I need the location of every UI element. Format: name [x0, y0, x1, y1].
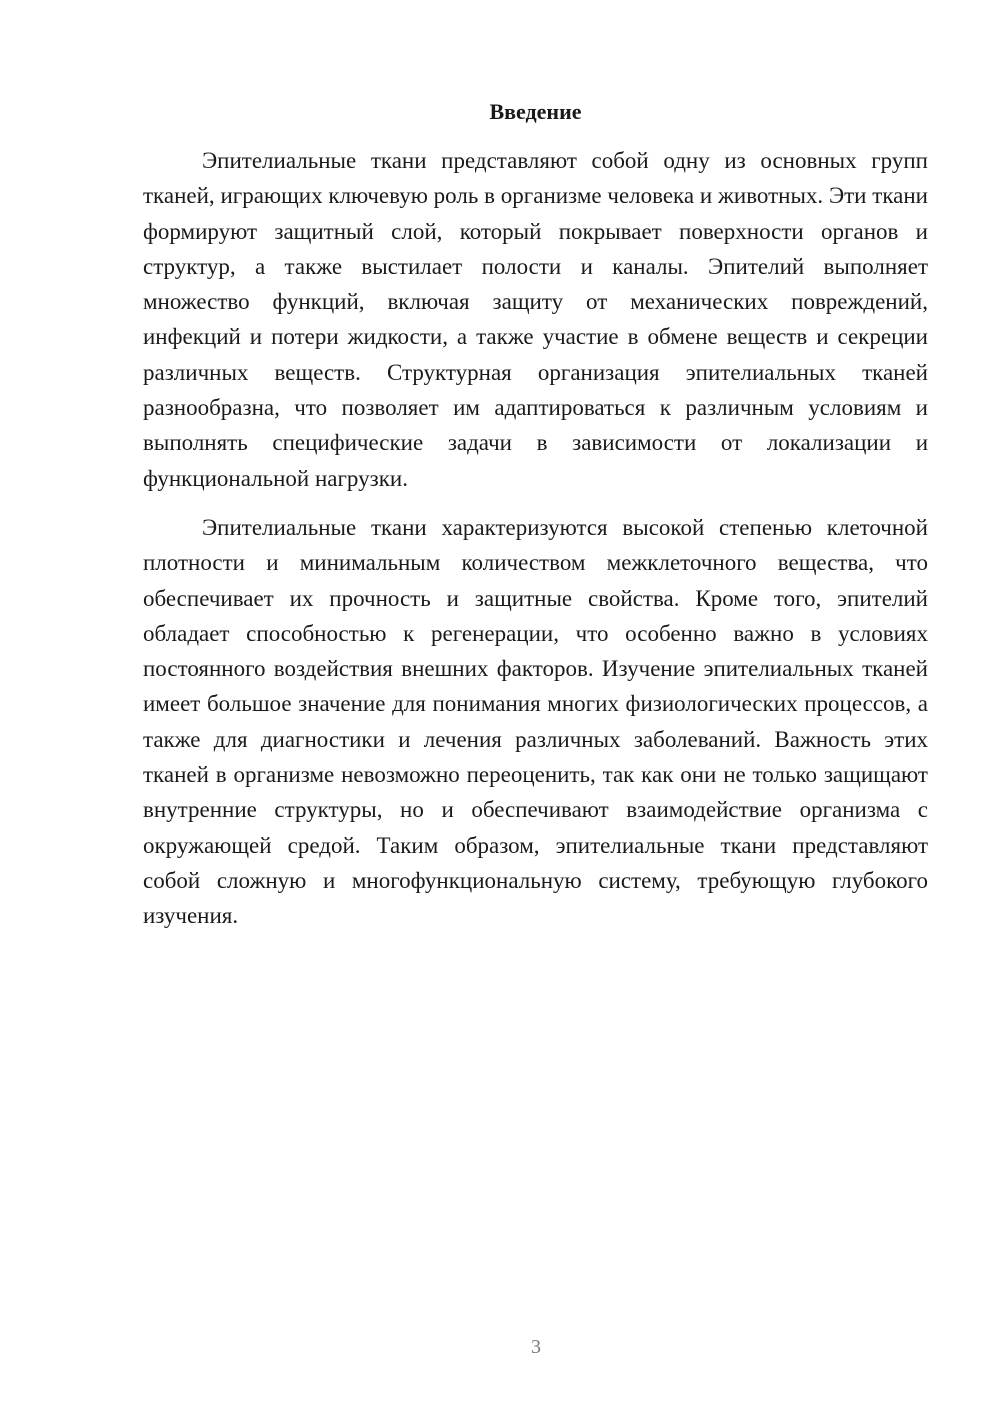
- section-heading: Введение: [489, 99, 582, 124]
- body-text: [143, 143, 928, 934]
- paragraph-2: Эпителиальные ткани характеризуются высокой степенью клеточной плотности и минимальным количеством межклеточного вещества, что обеспечивает их прочность и защитные свойства. Кроме того, эпителий обладает способностью к регенерации, что особенно важно в условиях постоянного воздействия внешних факторов. Изучение эпителиальных тканей имеет большое значение для понимания многих физиологических процессов, а также для диагностики и лечения различных заболеваний. Важность этих тканей в организме невозможно переоценить, так как они не только защищают внутренние структуры, но и обеспечивают взаимодействие организма с окружающей средой. Таким образом, эпителиальные ткани представляют собой сложную и многофункциональную систему, требующую глубокого изучения.: [143, 514, 928, 929]
- page-number: 3: [531, 1336, 541, 1358]
- paragraph-1: Эпителиальные ткани представляют собой одну из основных групп тканей, играющих ключевую роль в организме человека и животных. Эти ткани формируют защитный слой, который покрывает поверхности органов и структур, а также выстилает полости и каналы. Эпителий выполняет множество функций, включая защиту от механических повреждений, инфекций и потери жидкости, а также участие в обмене веществ и секреции различных веществ. Структурная организация эпителиальных тканей разнообразна, что позволяет им адаптироваться к различным условиям и выполнять специфические задачи в зависимости от локализации и функциональной нагрузки.: [143, 148, 928, 491]
